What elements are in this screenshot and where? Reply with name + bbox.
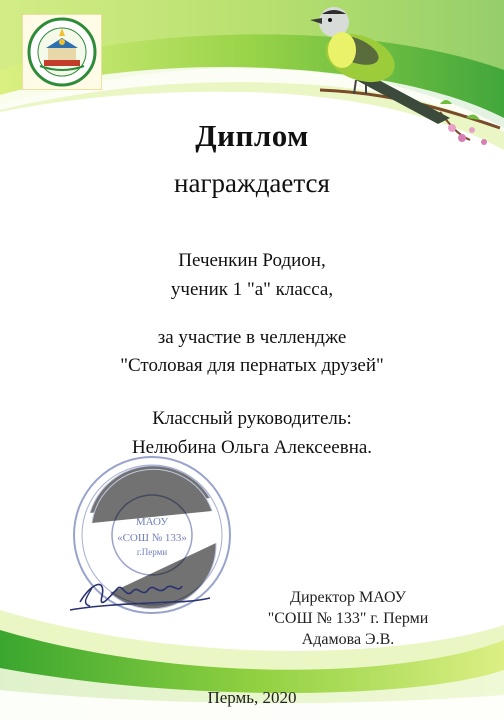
stamp-center-line3: г.Перми — [136, 547, 168, 557]
reason-line-2: "Столовая для пернатых друзей" — [120, 355, 384, 376]
stamp-center-line2: «СОШ № 133» — [117, 532, 187, 544]
reason-line-1: за участие в челлендже — [157, 327, 347, 348]
director-block — [228, 587, 468, 650]
director-school: "СОШ № 133" г. Перми — [267, 610, 429, 627]
recipient-class: ученик 1 "а" класса, — [170, 279, 334, 300]
diploma-subtitle: награждается — [174, 168, 330, 198]
teacher-label: Классный руководитель: — [152, 408, 352, 429]
city-year: Пермь, 2020 — [207, 688, 297, 707]
stamp-center-line1: МАОУ — [135, 516, 169, 528]
school-logo — [22, 14, 102, 90]
recipient-name: Печенкин Родион, — [178, 250, 326, 271]
diploma-title: Диплом — [195, 118, 309, 153]
director-signature — [62, 558, 212, 628]
director-title: Директор МАОУ — [290, 589, 406, 606]
teacher-name: Нелюбина Ольга Алексеевна. — [131, 437, 373, 458]
director-name: Адамова Э.В. — [301, 631, 395, 648]
